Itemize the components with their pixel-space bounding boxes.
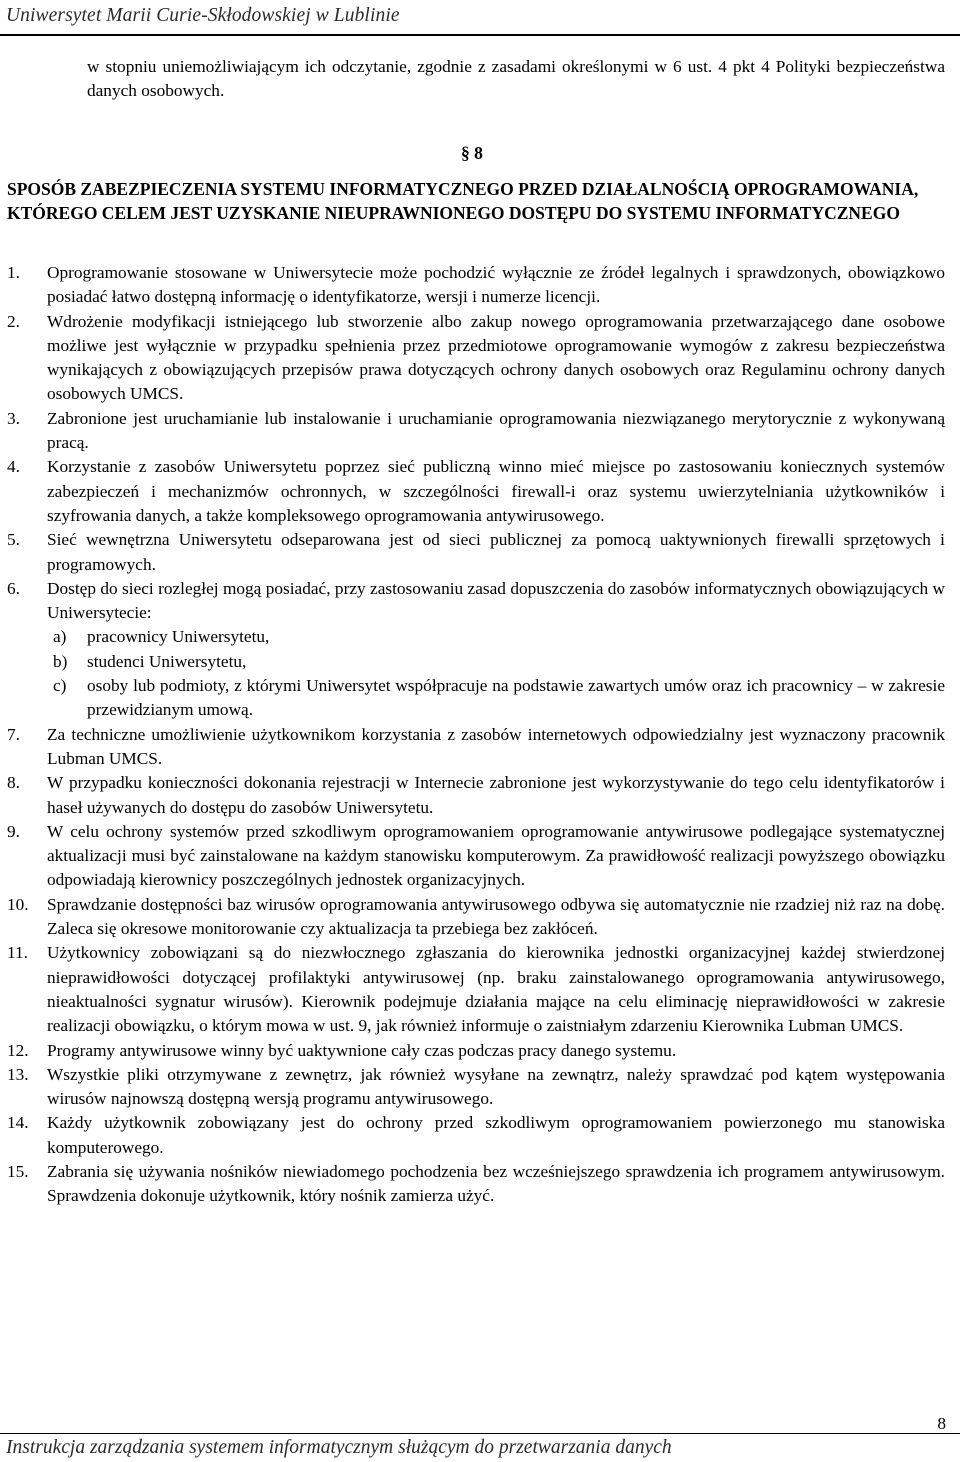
item-number: 3.	[7, 408, 20, 428]
list-item	[7, 723, 945, 772]
item-text: Wszystkie pliki otrzymywane z zewnętrz, jak również wysyłane na zewnątrz, należy sprawdzać pod kątem występowania wirusów najnowszą dostępną wersją programu antywirusowego.	[47, 1064, 945, 1109]
sub-list-item	[47, 625, 945, 649]
intro-paragraph: w stopniu uniemożliwiającym ich odczytanie, zgodnie z zasadami określonymi w 6 ust. 4 pkt 4 Polityki bezpieczeństwa danych osobowych.	[87, 57, 945, 100]
item-number: 10.	[7, 894, 29, 914]
item-number: 15.	[7, 1161, 29, 1181]
item-text: Sieć wewnętrzna Uniwersytetu odseparowana jest od sieci publicznej za pomocą uaktywnionych firewalli sprzętowych i programowych.	[47, 530, 945, 574]
sub-list	[47, 625, 945, 722]
section-number-value: 8	[474, 143, 483, 163]
section-number: § 8	[461, 143, 483, 163]
list-item	[7, 1111, 945, 1160]
sub-item-text: pracownicy Uniwersytetu,	[87, 627, 270, 647]
list-item	[7, 407, 945, 456]
list-item	[7, 261, 945, 310]
sub-item-letter: c)	[53, 676, 67, 696]
list-item	[7, 528, 945, 577]
item-text: Za techniczne umożliwienie użytkownikom korzystania z zasobów internetowych odpowiedzialny jest wyznaczony pracownik Lubman UMCS.	[47, 724, 945, 768]
item-number: 6.	[7, 578, 20, 598]
item-text: Sprawdzanie dostępności baz wirusów oprogramowania antywirusowego odbywa się automatycznie nie rzadziej niż raz na dobę. Zaleca się okresowe monitorowanie czy aktualizacja ta przebiega bez zakłóceń.	[47, 894, 945, 939]
item-text: Oprogramowanie stosowane w Uniwersytecie może pochodzić wyłącznie ze źródeł legalnych i sprawdzonych, obowiązkowo posiadać łatwo dostępną informację o identyfikatorze, wersji i numerze licencji.	[47, 263, 945, 307]
item-number: 14.	[7, 1113, 29, 1133]
list-item	[7, 771, 945, 820]
footer-divider	[0, 1433, 960, 1434]
list-item	[7, 893, 945, 942]
item-text: Programy antywirusowe winny być uaktywnione cały czas podczas pracy danego systemu.	[47, 1040, 677, 1060]
item-text: Użytkownicy zobowiązani są do niezwłocznego zgłaszania do kierownika jednostki organizacyjnej każdej stwierdzonej nieprawidłowości dotyczącej profilaktyki antywirusowej (np. braku zainstalowanego oprogramowania antywirusowego, nieaktualności sygnatur wirusów). Kierownik podejmuje działania mające na celu eliminację nieprawidłowości w zakresie realizacji obowiązku, o którym mowa w ust. 9, jak również informuje o zaistniałym zdarzeniu Kierownika Lubman UMCS.	[47, 943, 945, 1036]
list-item	[7, 1039, 945, 1063]
header-divider	[0, 34, 960, 36]
item-text: Zabronione jest uruchamianie lub instalowanie i uruchamianie oprogramowania niezwiązanego merytorycznie z wykonywaną pracą.	[47, 408, 945, 453]
item-number: 4.	[7, 457, 20, 477]
sub-item-text: osoby lub podmioty, z którymi Uniwersytet współpracuje na podstawie zawartych umów oraz ich pracownicy – w zakresie przewidzianym umową.	[87, 676, 945, 720]
document-header: Uniwersytet Marii Curie-Skłodowskiej w Lublinie	[6, 5, 400, 26]
list-item	[7, 1063, 945, 1112]
page-number: 8	[937, 1414, 946, 1433]
item-number: 11.	[7, 943, 28, 963]
sub-list-item	[47, 674, 945, 723]
item-number: 5.	[7, 530, 20, 550]
item-number: 12.	[7, 1040, 29, 1060]
list-item	[7, 310, 945, 407]
item-text: W celu ochrony systemów przed szkodliwym oprogramowaniem oprogramowanie antywirusowe podlegające systematycznej aktualizacji musi być zainstalowane na każdym stanowisku komputerowym. Za prawidłowość realizacji powyższego obowiązku odpowiadają kierownicy poszczególnych jednostek organizacyjnych.	[47, 821, 945, 890]
item-number: 8.	[7, 773, 20, 793]
item-text: Zabrania się używania nośników niewiadomego pochodzenia bez wcześniejszego sprawdzenia ich programem antywirusowym. Sprawdzenia dokonuje użytkownik, który nośnik zamierza użyć.	[47, 1161, 945, 1206]
list-item	[7, 1160, 945, 1209]
sub-item-letter: a)	[53, 627, 67, 647]
item-number: 9.	[7, 821, 20, 841]
section-title: SPOSÓB ZABEZPIECZENIA SYSTEMU INFORMATYCZNEGO PRZED DZIAŁALNOŚCIĄ OPROGRAMOWANIA, KTÓREGO CELEM JEST UZYSKANIE NIEUPRAWNIONEGO DOSTĘPU DO SYSTEMU INFORMATYCZNEGO	[7, 179, 919, 224]
item-text: Dostęp do sieci rozległej mogą posiadać, przy zastosowaniu zasad dopuszczenia do zasobów informatycznych obowiązujących w Uniwersytecie:	[47, 578, 945, 623]
list-item	[7, 577, 945, 723]
regulation-list	[7, 261, 945, 1209]
item-number: 13.	[7, 1064, 29, 1084]
list-item	[7, 941, 945, 1038]
sub-item-letter: b)	[53, 651, 68, 671]
item-number: 1.	[7, 263, 20, 282]
item-text: Każdy użytkownik zobowiązany jest do ochrony przed szkodliwym oprogramowaniem powierzonego mu stanowiska komputerowego.	[47, 1113, 945, 1157]
list-item	[7, 455, 945, 528]
item-text: W przypadku konieczności dokonania rejestracji w Internecie zabronione jest wykorzystywanie do tego celu identyfikatorów i haseł używanych do dostępu do zasobów Uniwersytetu.	[47, 773, 945, 817]
sub-item-text: studenci Uniwersytetu,	[87, 651, 247, 671]
list-item	[7, 820, 945, 893]
document-footer: Instrukcja zarządzania systemem informatycznym służącym do przetwarzania danych	[6, 1437, 672, 1458]
item-text: Wdrożenie modyfikacji istniejącego lub stworzenie albo zakup nowego oprogramowania przetwarzającego dane osobowe możliwe jest wyłącznie w przypadku spełnienia przez przedmiotowe oprogramowanie wymogów z zakresu bezpieczeństwa wynikających z obowiązujących przepisów prawa dotyczących ochrony danych osobowych oraz Regulaminu ochrony danych osobowych UMCS.	[47, 311, 945, 404]
item-number: 7.	[7, 724, 20, 744]
sub-list-item	[47, 650, 945, 674]
item-number: 2.	[7, 311, 20, 331]
item-text: Korzystanie z zasobów Uniwersytetu poprzez sieć publiczną winno mieć miejsce po zastosowaniu koniecznych systemów zabezpieczeń i mechanizmów ochronnych, w szczególności firewall-i oraz systemu uwierzytelniania użytkowników i szyfrowania danych, a także kompleksowego oprogramowania antywirusowego.	[47, 457, 945, 525]
